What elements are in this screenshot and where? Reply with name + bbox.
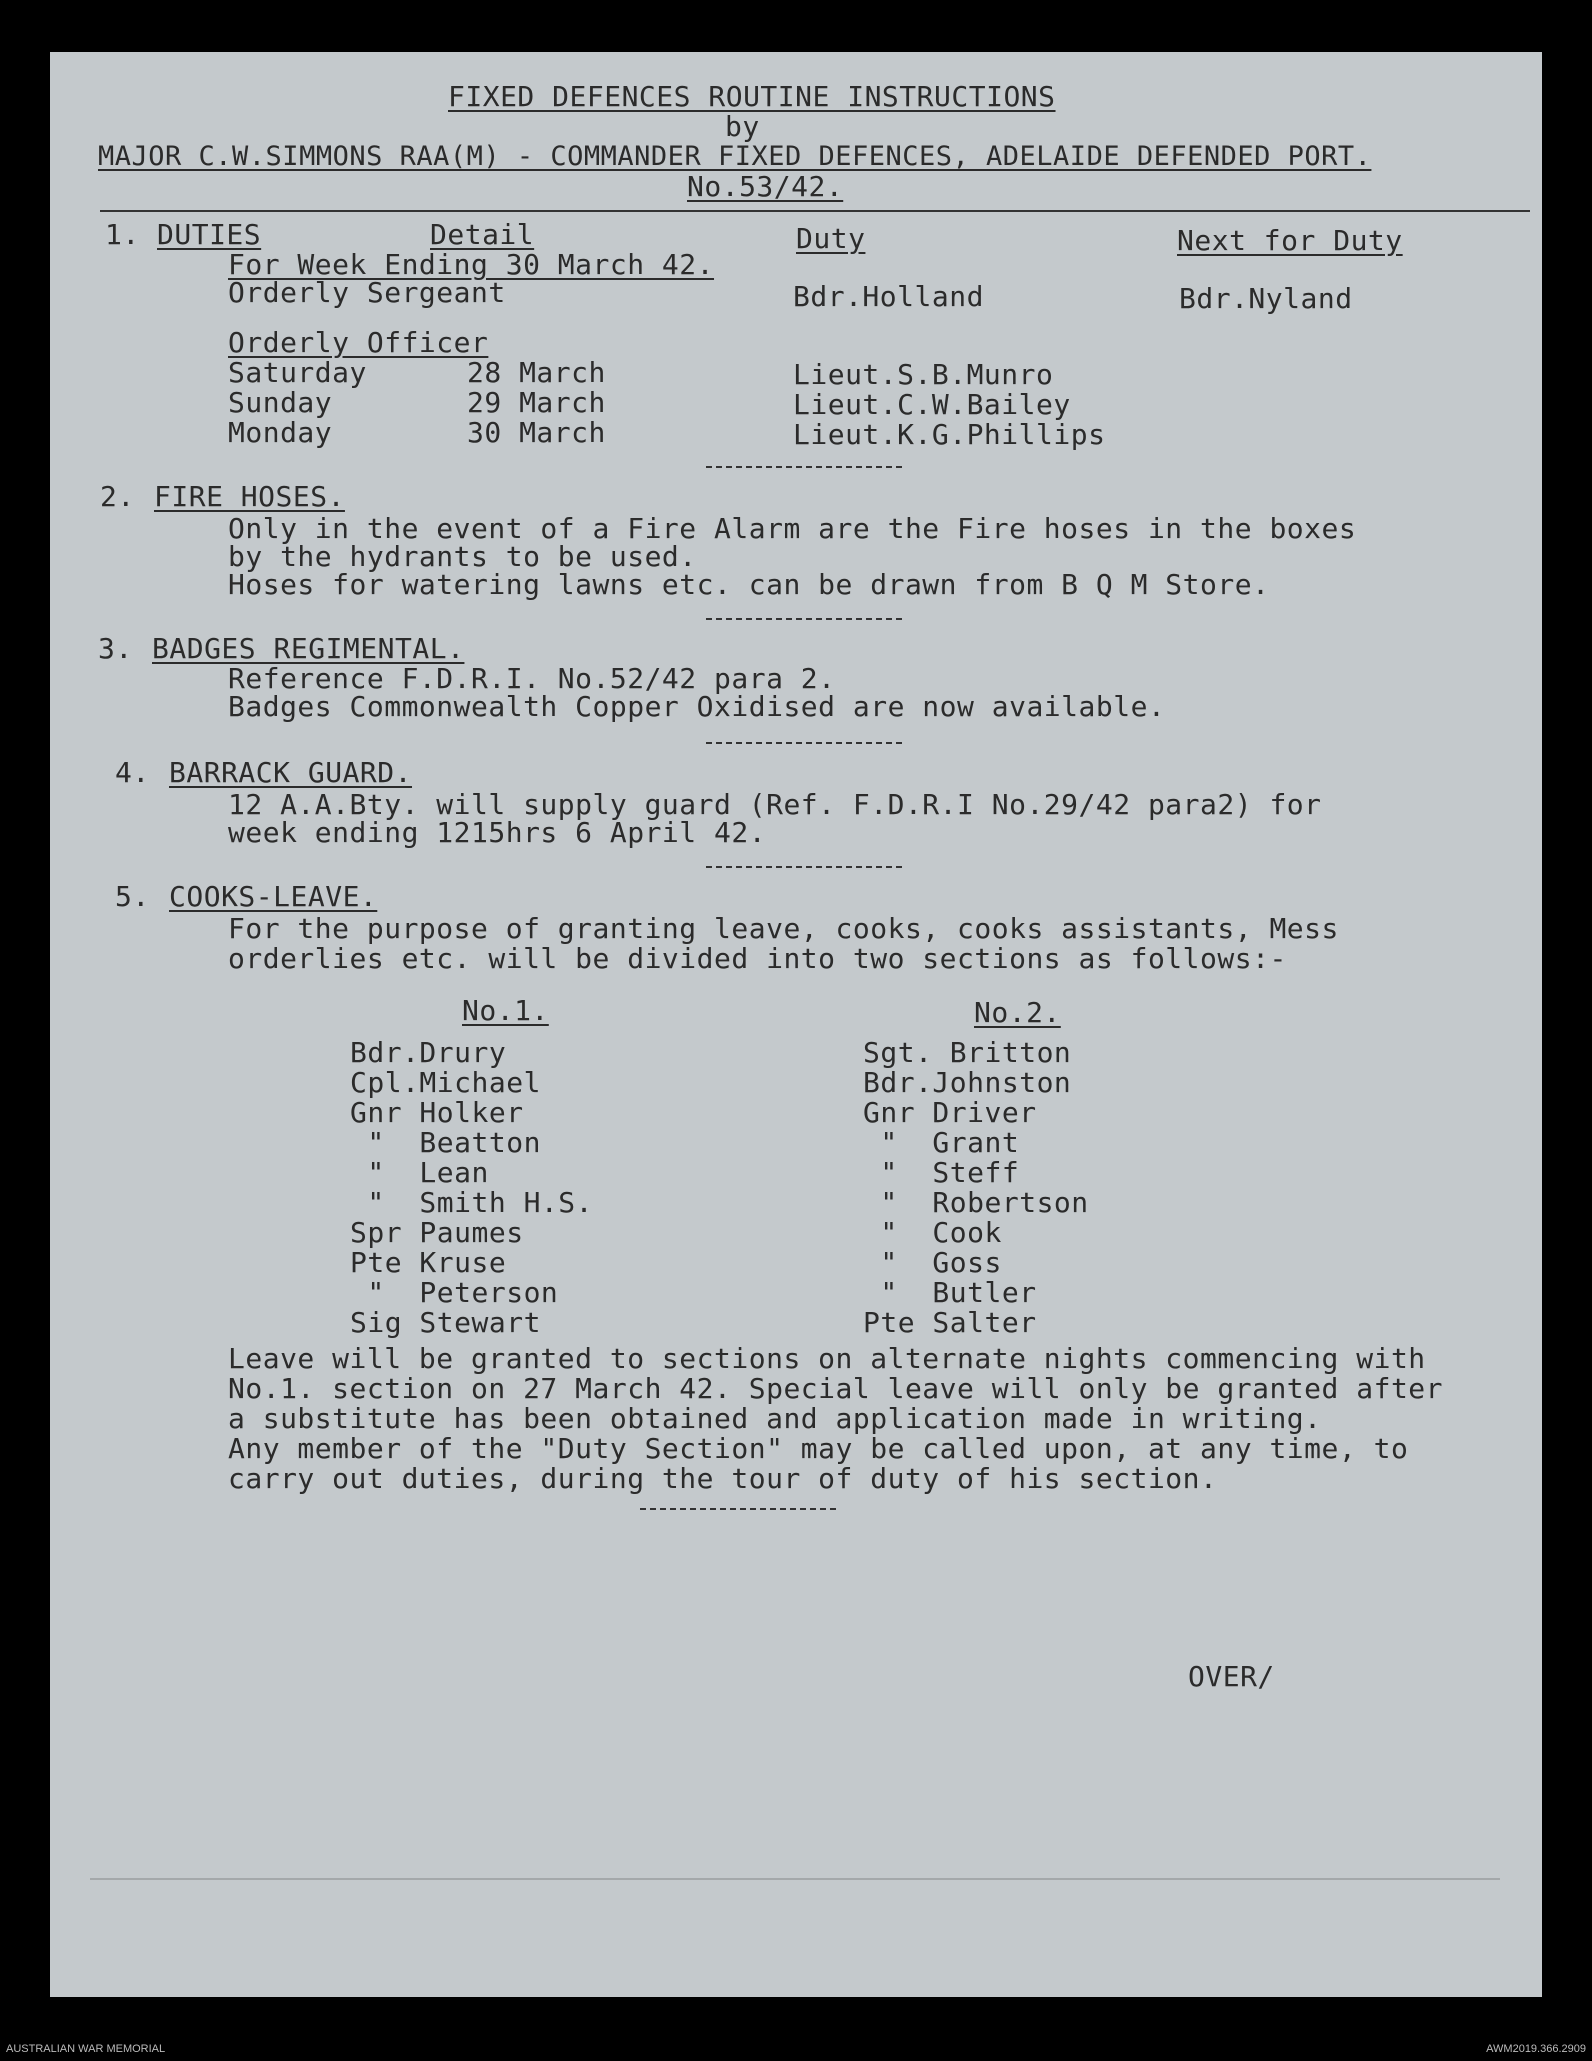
barrack-guard-heading: BARRACK GUARD. [169,756,413,789]
detail-column-header: Detail [430,218,535,251]
section-2-member: " Goss [863,1246,1002,1279]
cooks-closing-line: No.1. section on 27 March 42. Special leave will only be granted after [228,1372,1444,1405]
section-divider [706,742,902,744]
officer-date: 29 March [467,386,606,419]
section-1-member: Bdr.Drury [350,1036,507,1069]
section-2-member: Sgt. Britton [863,1036,1072,1069]
author-line: MAJOR C.W.SIMMONS RAA(M) - COMMANDER FIXED DEFENCES, ADELAIDE DEFENDED PORT. [98,141,1372,172]
cooks-closing-line: carry out duties, during the tour of duty of his section. [228,1462,1218,1495]
section-1-member: " Peterson [350,1276,559,1309]
fire-hoses-line: Only in the event of a Fire Alarm are the Fire hoses in the boxes [228,512,1357,545]
orderly-officer-label: Orderly Officer [228,326,489,359]
badges-line: Reference F.D.R.I. No.52/42 para 2. [228,662,836,695]
duty-column-header: Duty [796,222,866,255]
week-ending-line: For Week Ending 30 March 42. [228,248,715,281]
cooks-closing-line: Leave will be granted to sections on alternate nights commencing with [228,1342,1426,1375]
cooks-closing-line: Any member of the "Duty Section" may be called upon, at any time, to [228,1432,1409,1465]
orderly-sergeant-next: Bdr.Nyland [1179,282,1353,315]
document-page [50,52,1542,1997]
fire-hoses-line: Hoses for watering lawns etc. can be drawn from B Q M Store. [228,568,1270,601]
orderly-sergeant-duty: Bdr.Holland [793,280,984,313]
section-1-title: No.1. [462,994,549,1027]
section-number: 5. [115,880,150,913]
section-2-member: " Grant [863,1126,1020,1159]
fire-hoses-line: by the hydrants to be used. [228,540,697,573]
officer-duty: Lieut.C.W.Bailey [793,388,1071,421]
by-line: by [725,110,760,143]
badges-line: Badges Commonwealth Copper Oxidised are now available. [228,690,1166,723]
section-2-member: " Cook [863,1216,1002,1249]
section-1-member: Sig Stewart [350,1306,541,1339]
section-2-title: No.2. [974,996,1061,1029]
section-1-member: " Lean [350,1156,489,1189]
section-2-member: " Steff [863,1156,1020,1189]
section-2-member: " Butler [863,1276,1037,1309]
officer-day: Sunday [228,386,333,419]
footer-reference: AWM2019.366.2909 [1486,2043,1586,2055]
section-1-member: Gnr Holker [350,1096,524,1129]
orderly-sergeant-label: Orderly Sergeant [228,276,506,309]
officer-duty: Lieut.S.B.Munro [793,358,1054,391]
officer-day: Monday [228,416,333,449]
section-number: 1. [105,218,140,251]
show-through-text [170,1307,186,1337]
cooks-leave-heading: COOKS-LEAVE. [169,880,378,913]
section-2-member: " Robertson [863,1186,1089,1219]
section-2-member: Gnr Driver [863,1096,1037,1129]
section-1-member: Cpl.Michael [350,1066,541,1099]
section-1-member: " Smith H.S. [350,1186,594,1219]
section-divider [706,866,902,868]
header-rule [100,210,1530,212]
section-1-member: " Beatton [350,1126,541,1159]
section-1-member: Spr Paumes [350,1216,524,1249]
badges-heading: BADGES REGIMENTAL. [152,632,465,665]
fire-hoses-heading: FIRE HOSES. [154,480,345,513]
section-divider [640,1508,836,1510]
section-1-member: Pte Kruse [350,1246,507,1279]
section-number: 3. [98,632,133,665]
next-for-duty-column-header: Next for Duty [1177,224,1403,257]
section-number: 4. [115,756,150,789]
cooks-intro-line: orderlies etc. will be divided into two sections as follows:- [228,942,1287,975]
guard-line: week ending 1215hrs 6 April 42. [228,816,767,849]
footer-credit: AUSTRALIAN WAR MEMORIAL [6,2043,166,2055]
guard-line: 12 A.A.Bty. will supply guard (Ref. F.D.R.I No.29/42 para2) for [228,788,1322,821]
section-2-member: Bdr.Johnston [863,1066,1072,1099]
officer-date: 28 March [467,356,606,389]
section-number: 2. [100,480,135,513]
duties-heading: DUTIES [157,218,262,251]
cooks-closing-line: a substitute has been obtained and application made in writing. [228,1402,1322,1435]
show-through-rule [90,1878,1500,1880]
over-marker: OVER/ [1188,1660,1275,1693]
cooks-intro-line: For the purpose of granting leave, cooks, cooks assistants, Mess [228,912,1339,945]
section-2-member: Pte Salter [863,1306,1037,1339]
officer-day: Saturday [228,356,367,389]
section-divider [706,618,902,620]
instruction-number: No.53/42. [687,170,844,203]
document-title: FIXED DEFENCES ROUTINE INSTRUCTIONS [448,80,1056,113]
section-divider [706,466,902,468]
officer-duty: Lieut.K.G.Phillips [793,418,1106,451]
officer-date: 30 March [467,416,606,449]
